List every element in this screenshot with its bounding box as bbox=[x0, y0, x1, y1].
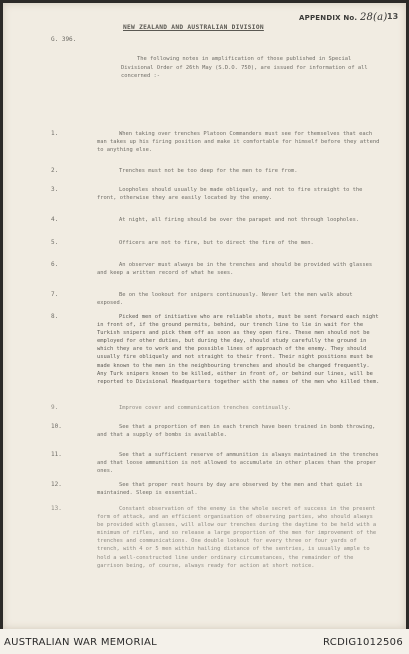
page-number: 13 bbox=[387, 12, 399, 21]
item-text: Loopholes should usually be made obliquely, and not to fire straight to the front, otherwise they are easily located by the enemy. bbox=[97, 187, 363, 202]
item-text: See that a sufficient reserve of ammunition is always maintained in the trenches and that loose ammunition is not allowed to accumulate in other places than the proper ones. bbox=[97, 452, 379, 475]
item-text: Picked men of initiative who are reliable shots, must be sent forward each night in front of, if the ground permits, behind, our trench line to lie in wait for the Turkish snipers and pick them off as soon as they open fire. These men should not be employed for other duties, but during the day, should study carefully the ground in which they are to work and the possible lines of approach of the enemy. They should usually fire obliquely and not straight to their front. Their night positions must be made known to the men in the neighbouring trenches and should be changed frequently. Any Turk snipers known to be killed, either in front of, or behind our lines, will be reported to Divisional Headquarters together with the names of the men who killed them. bbox=[97, 314, 380, 385]
reference-number: G. 396. bbox=[51, 36, 77, 43]
item-text: Be on the lookout for snipers continuously. Never let the men walk about exposed. bbox=[97, 292, 353, 307]
item-number: 11. bbox=[51, 451, 62, 458]
document-page bbox=[3, 3, 406, 629]
intro-paragraph: The following notes in amplification of those published in Special Divisional Order of 26th May (S.D.O. 750), are issued for information of all concerned :- bbox=[121, 56, 368, 80]
item-number: 6. bbox=[51, 261, 59, 268]
item-number: 1. bbox=[51, 130, 59, 137]
archive-id: RCDIG1012506 bbox=[323, 637, 403, 648]
item-number: 5. bbox=[51, 239, 59, 246]
item-text: Trenches must not be too deep for the men to fire from. bbox=[119, 168, 298, 174]
item-number: 9. bbox=[51, 404, 59, 411]
archive-footer bbox=[0, 629, 409, 654]
item-text: Officers are not to fire, but to direct the fire of the men. bbox=[119, 240, 314, 246]
item-number: 4. bbox=[51, 216, 59, 223]
item-text: Constant observation of the enemy is the whole secret of success in the present form of attack, and an efficient organisation of observing parties, who should always be provided with glasses, will allow our trenches during the daytime to be held with a minimum of rifles, and so release a large proportion of the men for improvement of the trenches and communications. One double lookout for every three or four yards of trench, with 4 or 5 men within hailing distance of the sentries, is usually ample to hold a well-constructed line under ordinary circumstances, the remainder of the garrison being, of course, always ready for action at short notice. bbox=[97, 506, 377, 569]
item-text: An observer must always be in the trenches and should be provided with glasses and keep a written record of what he sees. bbox=[97, 262, 373, 277]
archive-name: AUSTRALIAN WAR MEMORIAL bbox=[4, 637, 157, 648]
item-text: Improve cover and communication trenches continually. bbox=[119, 405, 292, 411]
item-number: 3. bbox=[51, 186, 59, 193]
appendix-stamp bbox=[299, 12, 387, 23]
appendix-number: 28(a) bbox=[359, 12, 388, 23]
item-number: 10. bbox=[51, 423, 62, 430]
item-text: At night, all firing should be over the parapet and not through loopholes. bbox=[119, 217, 360, 223]
item-number: 12. bbox=[51, 481, 62, 488]
item-text: When taking over trenches Platoon Commanders must see for themselves that each man takes up his firing position and make it comfortable for himself before they attend to anything else. bbox=[97, 131, 380, 154]
item-number: 8. bbox=[51, 313, 59, 320]
appendix-label: APPENDIX No. bbox=[299, 14, 358, 22]
item-number: 2. bbox=[51, 167, 59, 174]
item-number: 7. bbox=[51, 291, 59, 298]
division-title: NEW ZEALAND AND AUSTRALIAN DIVISION bbox=[123, 24, 264, 31]
item-text: See that proper rest hours by day are observed by the men and that quiet is maintained. Sleep is essential. bbox=[97, 482, 363, 497]
item-number: 13. bbox=[51, 505, 62, 512]
item-text: See that a proportion of men in each trench have been trained in bomb throwing, and that a supply of bombs is available. bbox=[97, 424, 376, 439]
